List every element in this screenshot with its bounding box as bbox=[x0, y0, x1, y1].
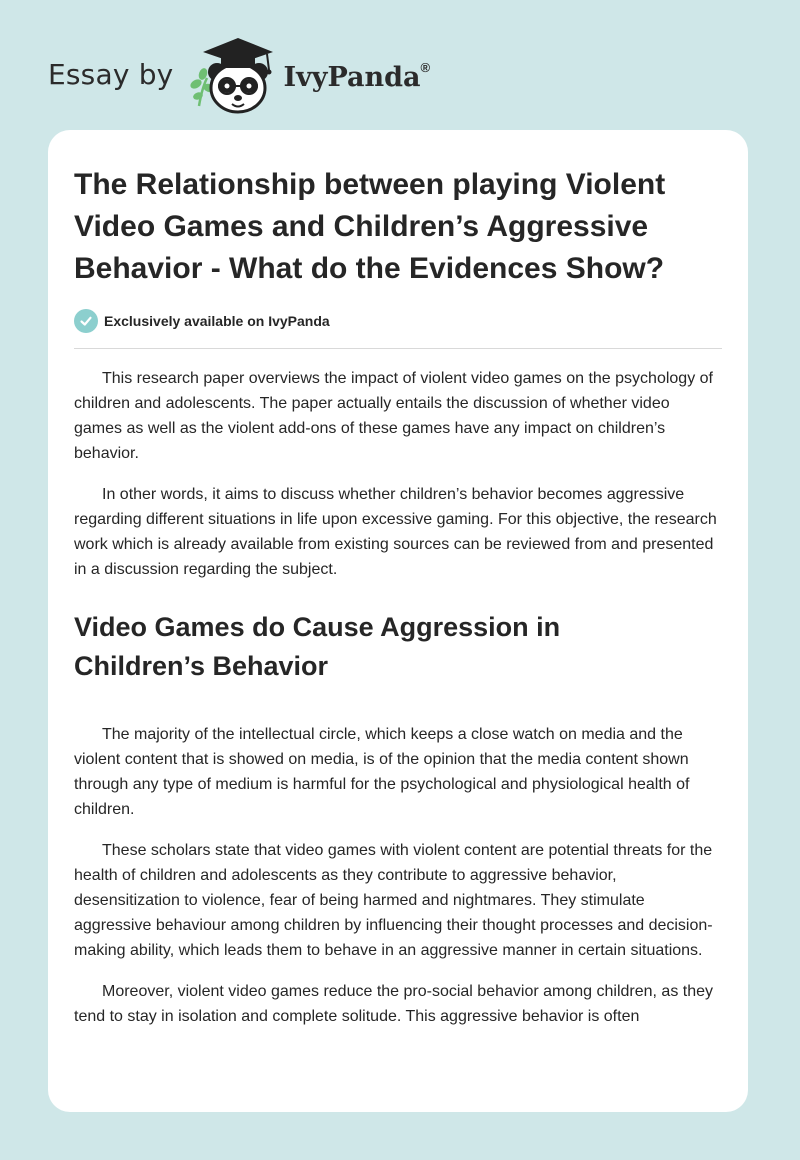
badge-label: Exclusively available on IvyPanda bbox=[104, 313, 330, 329]
section-paragraph-3: Moreover, violent video games reduce the pro-social behavior among children, as they tend to stay in isolation and complete solitude. This aggressive behavior is often bbox=[74, 983, 713, 1025]
panda-graduate-icon[interactable] bbox=[187, 34, 279, 114]
check-circle-icon bbox=[74, 309, 98, 333]
section-heading: Video Games do Cause Aggression in Children’s Behavior bbox=[74, 612, 561, 681]
section-paragraph-2: These scholars state that video games with violent content are potential threats for the health of children and adolescents as they contribute to aggressive behavior, desensitization to violence, fear of being harmed and nightmares. They stimulate aggressive behaviour among children by influencing their thought processes and decision-making ability, which leads them to behave in an aggressive manner in certain situations. bbox=[74, 842, 713, 959]
brand-name[interactable]: IvyPanda® bbox=[283, 59, 431, 93]
essay-by-label: Essay by bbox=[48, 57, 174, 91]
essay-card bbox=[48, 130, 748, 1112]
intro-paragraph-1: This research paper overviews the impact of violent video games on the psychology of children and adolescents. The paper actually entails the discussion of whether video games as well as the violent add-ons of these games have any impact on children’s behavior. bbox=[74, 370, 713, 462]
essay-title: The Relationship between playing Violent Video Games and Children’s Aggressive Behavior - What do the Evidences Show? bbox=[74, 168, 666, 285]
section-paragraph-1: The majority of the intellectual circle, which keeps a close watch on media and the violent content that is showed on media, is of the opinion that the media content shown through any type of medium is harmful for the psychological and physiological health of children. bbox=[74, 726, 690, 818]
intro-paragraph-2: In other words, it aims to discuss whether children’s behavior becomes aggressive regarding different situations in life upon excessive gaming. For this objective, the research work which is already available from existing sources can be reviewed from and presented in a discussion regarding the subject. bbox=[74, 486, 717, 578]
exclusive-badge bbox=[74, 308, 722, 334]
registered-mark: ® bbox=[420, 59, 431, 75]
site-header bbox=[48, 34, 430, 114]
divider bbox=[74, 348, 722, 349]
